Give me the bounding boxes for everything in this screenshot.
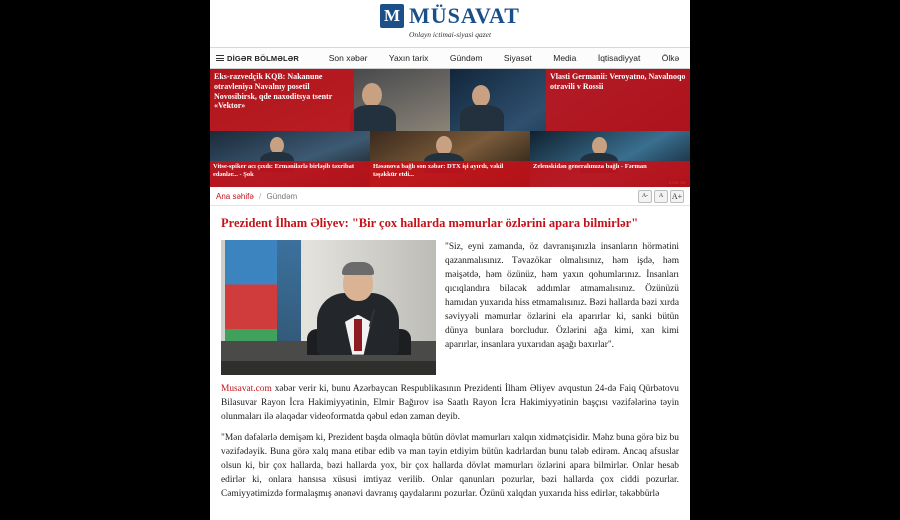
breadcrumb — [216, 192, 297, 201]
source-link[interactable]: Musavat.com — [221, 383, 272, 394]
article-lead-block — [221, 240, 679, 375]
logo-wordmark: MÜSAVAT — [409, 3, 520, 28]
font-decrease-button[interactable]: A- — [638, 190, 652, 203]
article-paragraph-3: "Mən dəfələrlə demişəm ki, Prezident başda olmaqla bütün dövlət məmurları xalqın xidmətçisidir. Məhz buna görə biz bu vəzifədəyik. Buna görə xalq mana etibar edib və man təyin etdiyim bütün kadrlardan bunu tələb edirəm. Ancaq afsuslar olsun ki, bir çox hallarda, bəzi hallarda yox, bir çox hallarda dövlət məmurları özlərini apara bilmirlər. Onlar hesab edirlər ki, onlara hansısa xüsusi imtiyaz verilib. Onlar qanunları pozurlar, bəzi hallarda çox ciddi pozurlar. Cəmiyyətimizdə formalaşmış ənənəvi davranış qaydalarını pozurlar. Özünü xalqdan yuxarıda hiss edirlər, təkəbbürlə — [221, 432, 679, 500]
breadcrumb-bar — [210, 187, 690, 206]
hero-tile-1[interactable] — [210, 69, 450, 131]
hero-tile-5-caption: Zelenskidən generalımıza bağlı - Fərman — [530, 161, 690, 187]
news-site-page — [210, 0, 690, 520]
logo-mark-icon: M — [380, 4, 404, 28]
hero-tile-4-caption: Həsənova bağlı son xəbər: DTX işi ayırdı, vəkil təşəkkür etdi... — [370, 161, 530, 187]
nav-item-siyaset[interactable]: Siyasət — [503, 53, 532, 63]
article-paragraph-2 — [221, 382, 679, 424]
sections-menu-button[interactable] — [210, 54, 318, 63]
hamburger-icon — [216, 55, 224, 61]
hero-news-grid — [210, 69, 690, 187]
hero-tile-3-caption: Vitse-spiker acı çıxdı: Ermənilərlə birləşib təxribat edənlər... - Şok — [210, 161, 370, 187]
site-tagline: Onlayn ictimai-siyasi qazet — [408, 30, 492, 39]
article-paragraph-2-text: xəbər verir ki, bunu Azərbaycan Respublikasının Prezidenti İlham Əliyev avqustun 24-də Faiq Qürbətovu Bilasuvar Rayon İcra Hakimiyyətinin, Elmir Bağırov isə Saatlı Rayon İcra Hakimiyyətinin başçısı vəzifələrinə təyin olunmaları ilə əlaqədar videoformatda qəbul edən zaman deyib. — [221, 383, 679, 422]
hero-tile-1-caption: Eks-razvedçik KQB: Nakanune otravleniya Navalnıy posetil Novosibirsk, qde naxoditsya tsentr «Vektor» — [210, 69, 354, 131]
site-logo[interactable] — [380, 3, 520, 39]
nav-item-son-xeber[interactable]: Son xəbər — [328, 53, 368, 63]
nav-item-gundem[interactable]: Gündəm — [449, 53, 483, 63]
article — [210, 206, 690, 502]
font-increase-button[interactable]: A+ — [671, 191, 683, 201]
hero-tile-3[interactable] — [210, 131, 370, 187]
breadcrumb-separator: / — [259, 191, 262, 201]
nav-item-yaxin-tarix[interactable]: Yaxın tarix — [388, 53, 429, 63]
nav-item-olke[interactable]: Ölkə — [661, 53, 680, 63]
nav-items — [318, 53, 690, 63]
hero-tile-4[interactable] — [370, 131, 530, 187]
font-size-controls — [638, 190, 684, 203]
article-photo — [221, 240, 436, 375]
hero-tile-2[interactable] — [450, 69, 690, 131]
masthead — [210, 0, 690, 47]
hero-tile-2-caption: Vlasti Germanii: Veroyatno, Navalnoqo otravili v Rossii — [546, 69, 690, 131]
article-headline: Prezident İlham Əliyev: "Bir çox hallarda məmurlar özlərini apara bilmirlər" — [221, 216, 639, 230]
hero-tile-5[interactable] — [530, 131, 690, 187]
article-lead-paragraph: "Siz, eyni zamanda, öz davranışınızla insanların hörmətini qazanmalısınız. Təvazökar olmalısınız, həm işdə, həm məişətdə, həm özünüz, həm yaxın qohumlarınız. İnsanları qıcıqlandıra bilacək addımlar atmamalısınız. Özünüzü hamıdan yuxarıda hiss etmamalısınız. Bəzi hallarda bəzi xırda səviyyəli məmurlar özlarini ela aparırlar ki, sanki bütün dünya bunlara borcludur. Özlərini ağa kimi, xan kimi aparırlar, insanlara yuxarıdan aşağı baxırlar". — [445, 241, 679, 351]
breadcrumb-current: Gündəm — [266, 191, 298, 201]
main-navigation — [210, 47, 690, 69]
font-reset-button[interactable]: A — [654, 190, 668, 203]
sections-menu-label: DİGƏR BÖLMƏLƏR — [227, 53, 300, 63]
nav-item-media[interactable]: Media — [553, 53, 577, 63]
breadcrumb-home[interactable]: Ana səhifə — [216, 191, 254, 201]
hero-secondary-row — [210, 131, 690, 187]
nav-item-iqtisadiyyat[interactable]: İqtisadiyyat — [597, 53, 641, 63]
